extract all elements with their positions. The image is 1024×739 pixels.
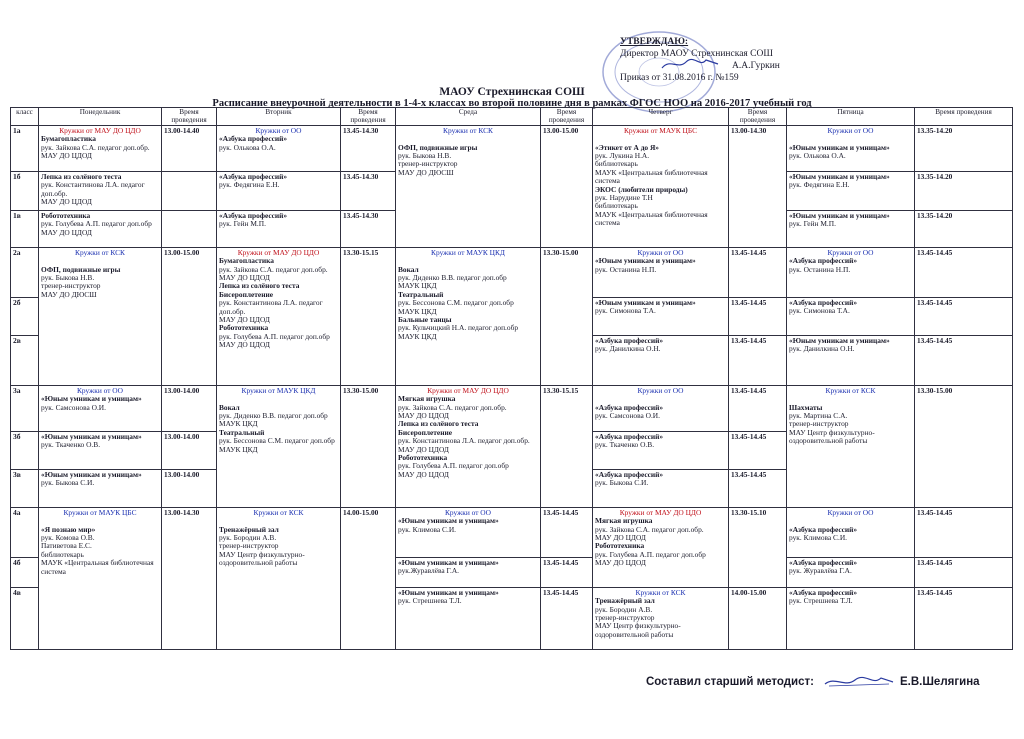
tue-1b: «Азбука профессий» рук. Федягина Е.Н. <box>217 171 341 210</box>
time-thu-grade4-a: 13.30-15.10 <box>729 507 787 587</box>
time-mon-1a: 13.00-14.40 <box>162 125 217 171</box>
methodist-signature <box>823 672 895 690</box>
row-2a <box>11 247 1013 297</box>
time-fri-grade3: 13.30-15.00 <box>915 385 1013 507</box>
approval-line-3: Приказ от 31.08.2016 г. №159 <box>620 73 739 83</box>
time-mon-3b: 13.00-14.00 <box>162 431 217 469</box>
fri-grade3: Кружки от КСК Шахматы рук. Мартина С.А. тренер-инструктор МАУ Центр физкультурно-оздоровительной работы <box>787 385 915 507</box>
class-label: 3в <box>11 469 39 507</box>
class-label: 1а <box>11 125 39 171</box>
class-label: 2в <box>11 335 39 385</box>
class-label: 4б <box>11 557 39 587</box>
mon-grade2: Кружки от КСК ОФП, подвижные игры рук. Быкова Н.В. тренер-инструктор МАУ ДО ДЮСШ <box>39 247 162 385</box>
time-thu-2v: 13.45-14.45 <box>729 335 787 385</box>
col-time-1: Время проведения <box>162 108 217 126</box>
time-fri-1a: 13.35-14.20 <box>915 125 1013 171</box>
time-mon-grade2: 13.00-15.00 <box>162 247 217 385</box>
time-fri-2b: 13.45-14.45 <box>915 297 1013 335</box>
time-thu-3b: 13.45-14.45 <box>729 431 787 469</box>
wed-4a: Кружки от ОО «Юным умникам и умницам» рук. Климова С.И. <box>396 507 541 557</box>
fri-2b: «Азбука профессий» рук. Симонова Т.А. <box>787 297 915 335</box>
approval-line-1: Директор МАОУ Стрехнинская СОШ <box>620 49 773 59</box>
time-fri-2v: 13.45-14.45 <box>915 335 1013 385</box>
thu-3v: «Азбука профессий» рук. Быкова С.И. <box>593 469 729 507</box>
mon-3v: «Юным умникам и умницам» рук. Быкова С.И. <box>39 469 162 507</box>
fri-1b: «Юным умникам и умницам» рук. Федягина Е.Н. <box>787 171 915 210</box>
col-monday: Понедельник <box>39 108 162 126</box>
time-mon-1v <box>162 210 217 247</box>
time-tue-1b: 13.45-14.30 <box>341 171 396 210</box>
time-tue-grade3: 13.30-15.00 <box>341 385 396 507</box>
time-mon-3v: 13.00-14.00 <box>162 469 217 507</box>
time-tue-1a: 13.45-14.30 <box>341 125 396 171</box>
tue-1v: «Азбука профессий» рук. Гейн М.П. <box>217 210 341 247</box>
fri-4a: Кружки от ОО «Азбука профессий» рук. Климова С.И. <box>787 507 915 557</box>
tue-grade4: Кружки от КСК Тренажёрный зал рук. Бородин А.В. тренер-инструктор МАУ Центр физкультурно-оздоровительной работы <box>217 507 341 649</box>
row-1a <box>11 125 1013 171</box>
thu-2b: «Юным умникам и умницам» рук. Симонова Т.А. <box>593 297 729 335</box>
mon-1a: Кружки от МАУ ДО ЦДО Бумагопластика рук. Зайкова С.А. педагог доп.обр. МАУ ДО ЦДОД <box>39 125 162 171</box>
col-wednesday: Среда <box>396 108 541 126</box>
time-wed-4a: 13.45-14.45 <box>541 507 593 557</box>
time-thu-grade4-ksk: 14.00-15.00 <box>729 587 787 649</box>
col-time-2: Время проведения <box>341 108 396 126</box>
time-tue-grade4: 14.00-15.00 <box>341 507 396 649</box>
col-time-5: Время проведения <box>915 108 1013 126</box>
school-title: МАОУ Стрехнинская СОШ <box>439 86 585 98</box>
wed-4v: «Юным умникам и умницам» рук. Стрешнева Т.Л. <box>396 587 541 649</box>
col-time-3: Время проведения <box>541 108 593 126</box>
mon-1b: Лепка из солёного теста рук. Константинова Л.А. педагог доп.обр. МАУ ДО ЦДОД <box>39 171 162 210</box>
time-fri-2a: 13.45-14.45 <box>915 247 1013 297</box>
wed-grade1: Кружки от КСК ОФП, подвижные игры рук. Быкова Н.В. тренер-инструктор МАУ ДО ДЮСШ <box>396 125 541 247</box>
tue-grade2: Кружки от МАУ ДО ЦДО Бумагопластика рук. Зайкова С.А. педагог доп.обр. МАУ ДО ЦДОД Лепка из солёного теста Бисероплетение рук. Константинова Л.А. педагог доп.обр. МАУ ДО ЦДОД Робототехника рук. Голубева А.П. педагог доп.обр МАУ ДО ЦДОД <box>217 247 341 385</box>
time-wed-grade1: 13.00-15.00 <box>541 125 593 247</box>
time-thu-2b: 13.45-14.45 <box>729 297 787 335</box>
schedule-table <box>10 107 1013 650</box>
thu-grade4-ksk: Кружки от КСК Тренажёрный зал рук. Бородин А.В. тренер-инструктор МАУ Центр физкультурно-оздоровительной работы <box>593 587 729 649</box>
fri-4b: «Азбука профессий» рук. Журавлёва Г.А. <box>787 557 915 587</box>
schedule-subtitle: Расписание внеурочной деятельности в 1-4-х классах во второй половине дня в рамках ФГОС НОО на 2016-2017 учебный год <box>212 98 812 109</box>
tue-grade3: Кружки от МАУК ЦКД Вокал рук. Диденко В.В. педагог доп.обр МАУК ЦКД Театральный рук. Бессонова С.М. педагог доп.обр МАУК ЦКД <box>217 385 341 507</box>
class-label: 1б <box>11 171 39 210</box>
mon-grade4: Кружки от МАУК ЦБС «Я познаю мир» рук. Комова О.В. Пативетова Е.С. библиотекарь МАУК «Центральная библиотечная система <box>39 507 162 649</box>
thu-3b: «Азбука профессий» рук. Ткаченко О.В. <box>593 431 729 469</box>
col-class: класс <box>11 108 39 126</box>
time-fri-1b: 13.35-14.20 <box>915 171 1013 210</box>
class-label: 3б <box>11 431 39 469</box>
time-tue-1v: 13.45-14.30 <box>341 210 396 247</box>
time-mon-grade4: 13.00-14.30 <box>162 507 217 649</box>
approval-block <box>620 36 780 84</box>
time-tue-grade2: 13.30-15.15 <box>341 247 396 385</box>
mon-3b: «Юным умникам и умницам» рук. Ткаченко О.В. <box>39 431 162 469</box>
fri-2a: Кружки от ОО «Азбука профессий» рук. Останина Н.П. <box>787 247 915 297</box>
time-wed-4v: 13.45-14.45 <box>541 587 593 649</box>
col-time-4: Время проведения <box>729 108 787 126</box>
time-thu-2a: 13.45-14.45 <box>729 247 787 297</box>
row-3a <box>11 385 1013 431</box>
time-mon-3a: 13.00-14.00 <box>162 385 217 431</box>
time-wed-grade3: 13.30-15.15 <box>541 385 593 507</box>
approval-line-2: А.А.Гуркин <box>732 61 780 71</box>
class-label: 4в <box>11 587 39 649</box>
fri-2v: «Юным умникам и умницам» рук. Данилкина О.Н. <box>787 335 915 385</box>
class-label: 4а <box>11 507 39 557</box>
col-tuesday: Вторник <box>217 108 341 126</box>
approval-title: УТВЕРЖДАЮ: <box>620 37 689 47</box>
time-wed-4b: 13.45-14.45 <box>541 557 593 587</box>
header-row <box>11 108 1013 126</box>
class-label: 2б <box>11 297 39 335</box>
time-fri-4a: 13.45-14.45 <box>915 507 1013 557</box>
col-thursday: Четверг <box>593 108 729 126</box>
time-thu-grade1: 13.00-14.30 <box>729 125 787 247</box>
thu-grade4-a: Кружки от МАУ ДО ЦДО Мягкая игрушка рук. Зайкова С.А. педагог доп.обр. МАУ ДО ЦДОД Робототехника рук. Голубева А.П. педагог доп.обр МАУ ДО ЦДОД <box>593 507 729 587</box>
thu-3a: Кружки от ОО «Азбука профессий» рук. Самсонова О.И. <box>593 385 729 431</box>
wed-4b: «Юным умникам и умницам» рук.Журавлёва Г.А. <box>396 557 541 587</box>
fri-1v: «Юным умникам и умницам» рук. Гейн М.П. <box>787 210 915 247</box>
time-fri-1v: 13.35-14.20 <box>915 210 1013 247</box>
time-wed-grade2: 13.30-15.00 <box>541 247 593 385</box>
time-mon-1b <box>162 171 217 210</box>
row-4a <box>11 507 1013 557</box>
col-friday: Пятница <box>787 108 915 126</box>
wed-grade3: Кружки от МАУ ДО ЦДО Мягкая игрушка рук. Зайкова С.А. педагог доп.обр. МАУ ДО ЦДОД Лепка из солёного теста Бисероплетение рук. Константинова Л.А. педагог доп.обр. МАУ ДО ЦДОД Робототехника рук. Голубева А.П. педагог доп.обр МАУ ДО ЦДОД <box>396 385 541 507</box>
time-fri-4v: 13.45-14.45 <box>915 587 1013 649</box>
thu-2v: «Азбука профессий» рук. Данилкина О.Н. <box>593 335 729 385</box>
class-label: 1в <box>11 210 39 247</box>
compiled-by-label: Составил старший методист: <box>646 676 814 688</box>
time-thu-3a: 13.45-14.45 <box>729 385 787 431</box>
time-fri-4b: 13.45-14.45 <box>915 557 1013 587</box>
time-thu-3v: 13.45-14.45 <box>729 469 787 507</box>
fri-4v: «Азбука профессий» рук. Стрешнева Т.Л. <box>787 587 915 649</box>
mon-1v: Робототехника рук. Голубева А.П. педагог доп.обр МАУ ДО ЦДОД <box>39 210 162 247</box>
mon-3a: Кружки от ОО «Юным умникам и умницам» рук. Самсонова О.И. <box>39 385 162 431</box>
thu-2a: Кружки от ОО «Юным умникам и умницам» рук. Останина Н.П. <box>593 247 729 297</box>
methodist-name: Е.В.Шелягина <box>900 676 980 688</box>
class-label: 2а <box>11 247 39 297</box>
wed-grade2: Кружки от МАУК ЦКД Вокал рук. Диденко В.В. педагог доп.обр МАУК ЦКД Театральный рук. Бессонова С.М. педагог доп.обр МАУК ЦКД Бальные танцы рук. Кульчицкий Н.А. педагог доп.обр МАУК ЦКД <box>396 247 541 385</box>
thu-grade1: Кружки от МАУК ЦБС «Этикет от А до Я» рук. Лукина Н.А. библиотекарь МАУК «Центральная библиотечная система ЭКОС (любители природы) рук. Нарудине Т.Н библиотекарь МАУК «Центральная библиотечная система <box>593 125 729 247</box>
class-label: 3а <box>11 385 39 431</box>
fri-1a: Кружки от ОО «Юным умникам и умницам» рук. Олькова О.А. <box>787 125 915 171</box>
tue-1a: Кружки от ОО «Азбука профессий» рук. Олькова О.А. <box>217 125 341 171</box>
